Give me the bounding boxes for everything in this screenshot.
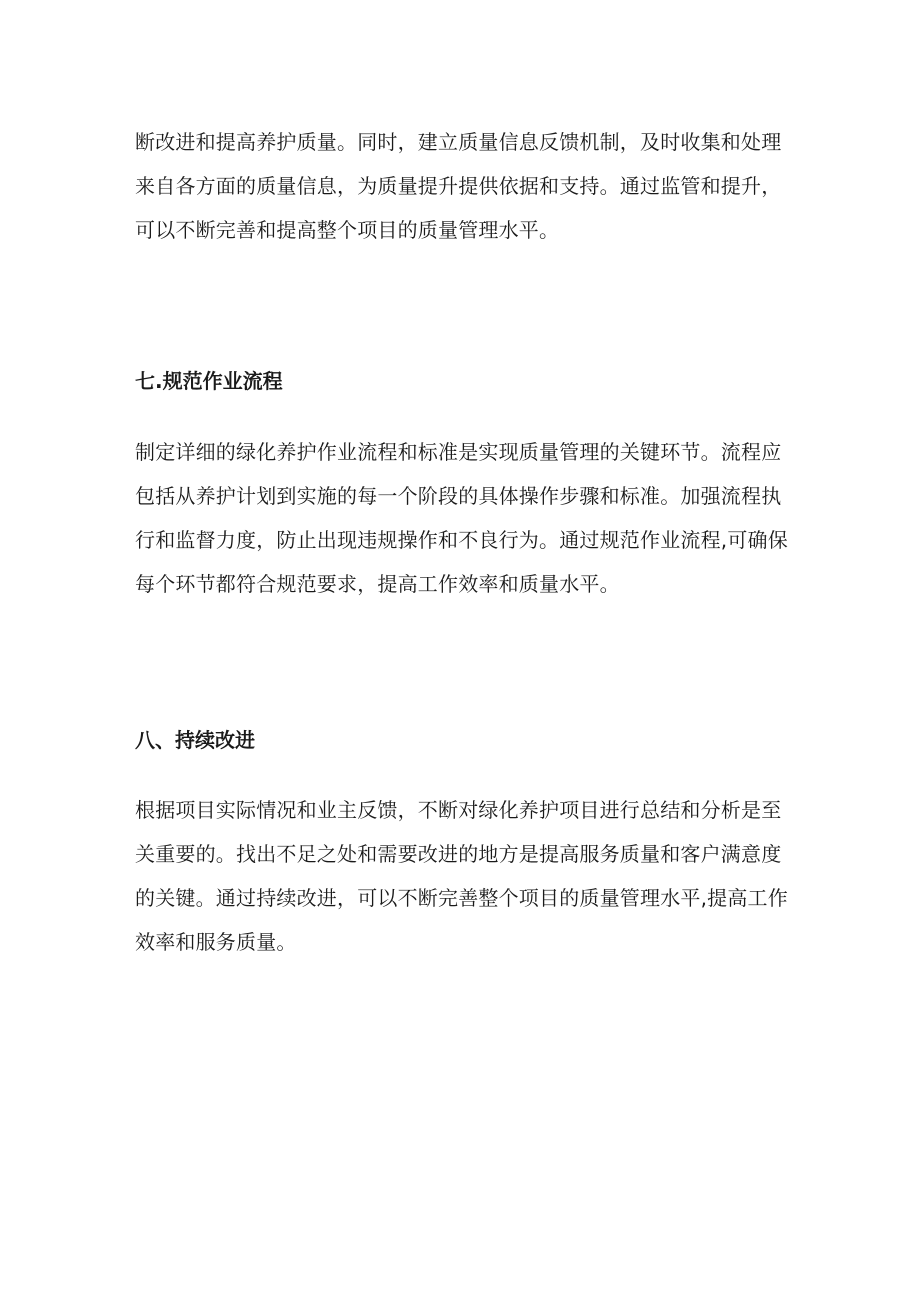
text-line: 效率和服务质量。 xyxy=(135,930,297,954)
text-line: 制定详细的绿化养护作业流程和标准是实现质量管理的关键环节。流程应 xyxy=(135,440,782,464)
paragraph-standard-process xyxy=(135,430,795,606)
text-line: 来自各方面的质量信息，为质量提升提供依据和支持。通过监管和提升， xyxy=(135,174,782,198)
text-line: 每个环节都符合规范要求，提高工作效率和质量水平。 xyxy=(135,572,620,596)
text-line: 的关键。通过持续改进，可以不断完善整个项目的质量管理水平,提高工作 xyxy=(135,886,788,910)
text-line: 可以不断完善和提高整个项目的质量管理水平。 xyxy=(135,218,560,242)
section-heading-7: 七.规范作业流程 xyxy=(135,369,283,393)
text-line: 断改进和提高养护质量。同时，建立质量信息反馈机制，及时收集和处理 xyxy=(135,130,782,154)
text-line: 根据项目实际情况和业主反馈，不断对绿化养护项目进行总结和分析是至 xyxy=(135,798,782,822)
text-line: 关重要的。找出不足之处和需要改进的地方是提高服务质量和客户满意度 xyxy=(135,842,782,866)
text-line: 行和监督力度，防止出现违规操作和不良行为。通过规范作业流程,可确保 xyxy=(135,528,788,552)
section-heading-8: 八、持续改进 xyxy=(135,728,255,752)
text-line: 包括从养护计划到实施的每一个阶段的具体操作步骤和标准。加强流程执 xyxy=(135,484,782,508)
paragraph-quality-feedback xyxy=(135,120,795,252)
paragraph-continuous-improvement xyxy=(135,788,795,964)
